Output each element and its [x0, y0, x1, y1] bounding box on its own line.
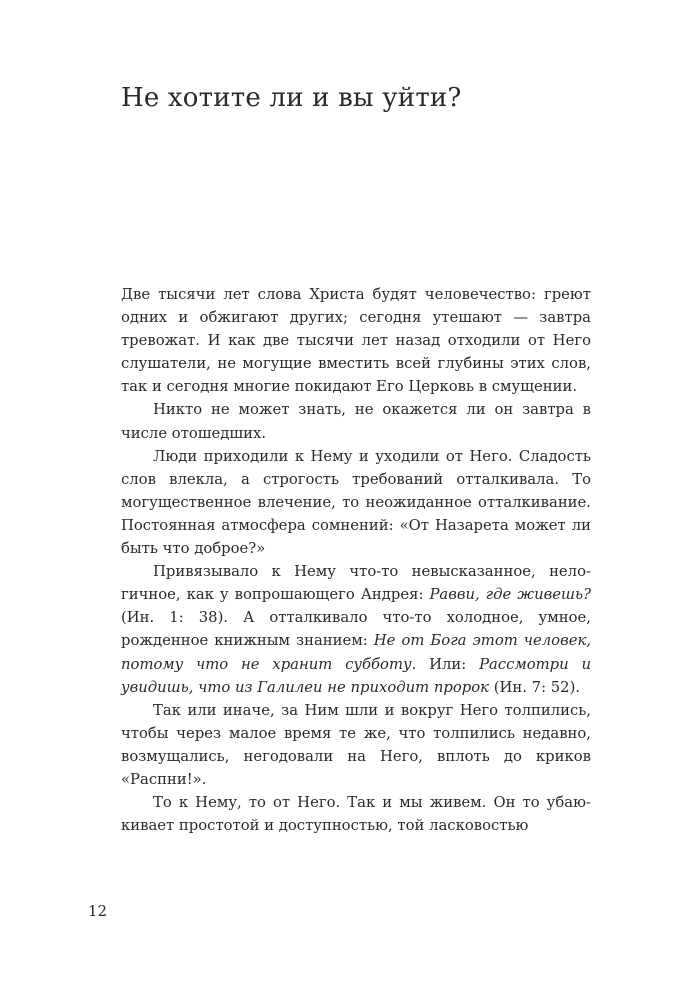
- paragraph-3: Люди приходили к Нему и уходили от Него. Сладость слов влекла, а строгость требований отталкивала. То могущественное влечение, то неожиданное отталкивание. Постоянная атмосфера сомнений: «От Назарета может ли быть что доброе?»: [121, 447, 591, 558]
- paragraph-1: Две тысячи лет слова Христа будят человечество: греют одних и обжигают других; сегодня утешают — завтра тревожат. И как две тысячи лет назад отходили от Него слушатели, не могущие вместить всей глубины этих слов, так и сегодня многие покидают Его Церковь в смущении.: [121, 286, 591, 396]
- paragraph-4-quote-3: Рассмотри и увидишь, что из Галилеи не приходит пророк: [121, 655, 592, 696]
- body-text: [121, 283, 591, 837]
- paragraph-4-text-4: (Ин. 7: 52).: [489, 678, 581, 696]
- paragraph-4-text-2: (Ин. 1: 38). А отталкивало что-то холодное, умное, рожденное книжным знанием:: [121, 609, 591, 650]
- chapter-title: Не хотите ли и вы уйти?: [121, 83, 462, 113]
- paragraph-4-quote-1: Равви, где живешь?: [429, 586, 592, 604]
- paragraph-6: То к Нему, то от Него. Так и мы живем. Он то убаюкивает простотой и доступностью, той ласковостью: [121, 794, 591, 835]
- paragraph-4-quote-2: Не от Бога этот человек, потому что не хранит субботу.: [121, 632, 591, 673]
- paragraph-4-text-1: Привязывало к Нему что-то невысказанное, нелогичное, как у вопрошающего Андрея:: [121, 563, 591, 604]
- paragraph-4: [121, 560, 591, 699]
- page-number: 12: [88, 902, 108, 920]
- paragraph-4-text-3: Или:: [416, 655, 480, 673]
- paragraph-5: Так или иначе, за Ним шли и вокруг Него толпились, чтобы через малое время те же, что толпились недавно, возмущались, негодовали на Него, вплоть до криков «Распни!».: [121, 701, 591, 788]
- paragraph-2: Никто не может знать, не окажется ли он завтра в числе отошедших.: [121, 401, 591, 442]
